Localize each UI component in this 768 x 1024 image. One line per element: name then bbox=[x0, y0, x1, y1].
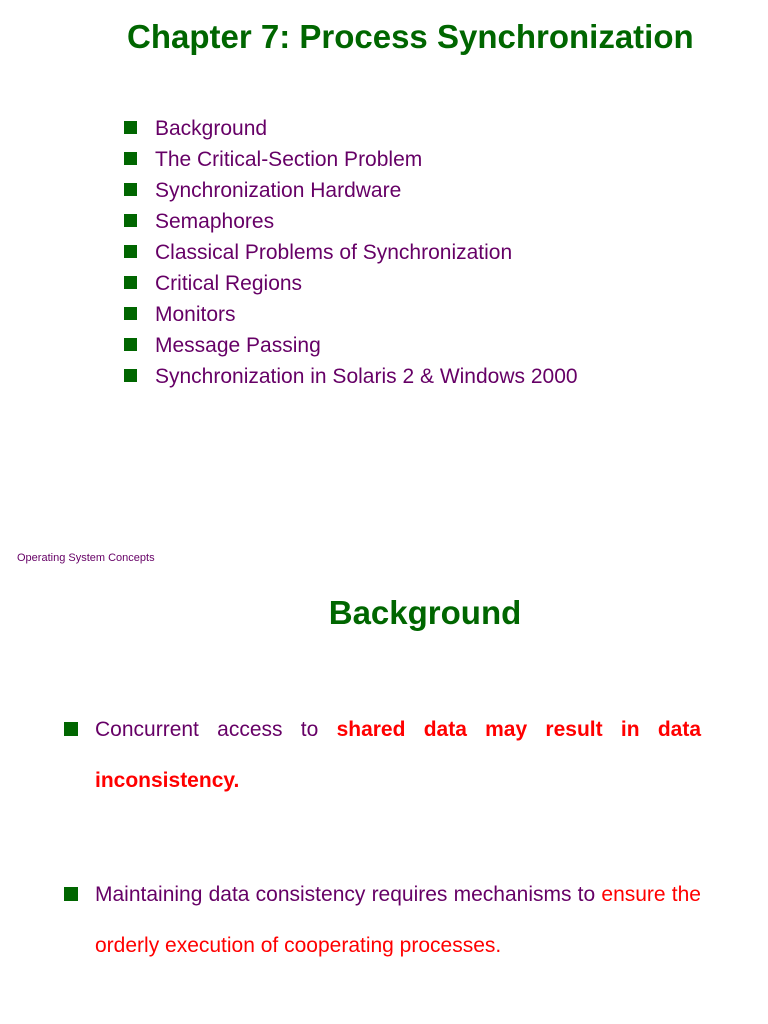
square-bullet-icon bbox=[64, 887, 78, 901]
outline-item bbox=[124, 270, 578, 301]
square-bullet-icon bbox=[64, 722, 78, 736]
bullet-point bbox=[64, 716, 701, 827]
square-bullet-icon bbox=[124, 276, 137, 289]
square-bullet-icon bbox=[124, 245, 137, 258]
outline-item bbox=[124, 239, 578, 270]
outline-item-label: The Critical-Section Problem bbox=[155, 148, 423, 171]
outline-item-label: Message Passing bbox=[155, 334, 321, 357]
outline-item-label: Background bbox=[155, 117, 268, 140]
outline-item-label: Classical Problems of Synchronization bbox=[155, 241, 513, 264]
bullet-point bbox=[64, 881, 701, 992]
bullet-text-emphasis: ensure the orderly execution of cooperating processes. bbox=[95, 883, 701, 957]
bullet-text bbox=[95, 704, 701, 806]
outline-item-label: Synchronization in Solaris 2 & Windows 2000 bbox=[155, 365, 578, 388]
square-bullet-icon bbox=[124, 369, 137, 382]
square-bullet-icon bbox=[124, 152, 137, 165]
square-bullet-icon bbox=[124, 121, 137, 134]
slide-title: Chapter 7: Process Synchronization bbox=[127, 18, 694, 55]
outline-item bbox=[124, 301, 578, 332]
outline-item bbox=[124, 146, 578, 177]
bullet-text bbox=[95, 869, 701, 971]
bullet-text-normal: Concurrent access to bbox=[95, 718, 337, 741]
outline-item bbox=[124, 363, 578, 394]
outline-item-label: Critical Regions bbox=[155, 272, 303, 295]
outline-item-label: Monitors bbox=[155, 303, 236, 326]
outline-item bbox=[124, 332, 578, 363]
bullet-text-emphasis: shared data may result in data inconsistency. bbox=[95, 718, 701, 792]
square-bullet-icon bbox=[124, 307, 137, 320]
outline-item bbox=[124, 208, 578, 239]
slide-footer: Operating System Concepts bbox=[17, 552, 155, 564]
slide-title: Background bbox=[328, 594, 522, 631]
outline-item bbox=[124, 115, 578, 146]
outline-item bbox=[124, 177, 578, 208]
bullet-text-normal: Maintaining data consistency requires mechanisms to bbox=[95, 883, 602, 906]
slide-background bbox=[0, 572, 768, 1024]
outline-item-label: Synchronization Hardware bbox=[155, 179, 402, 202]
outline-item-label: Semaphores bbox=[155, 210, 275, 233]
square-bullet-icon bbox=[124, 183, 137, 196]
chapter-outline bbox=[124, 115, 578, 394]
square-bullet-icon bbox=[124, 338, 137, 351]
square-bullet-icon bbox=[124, 214, 137, 227]
